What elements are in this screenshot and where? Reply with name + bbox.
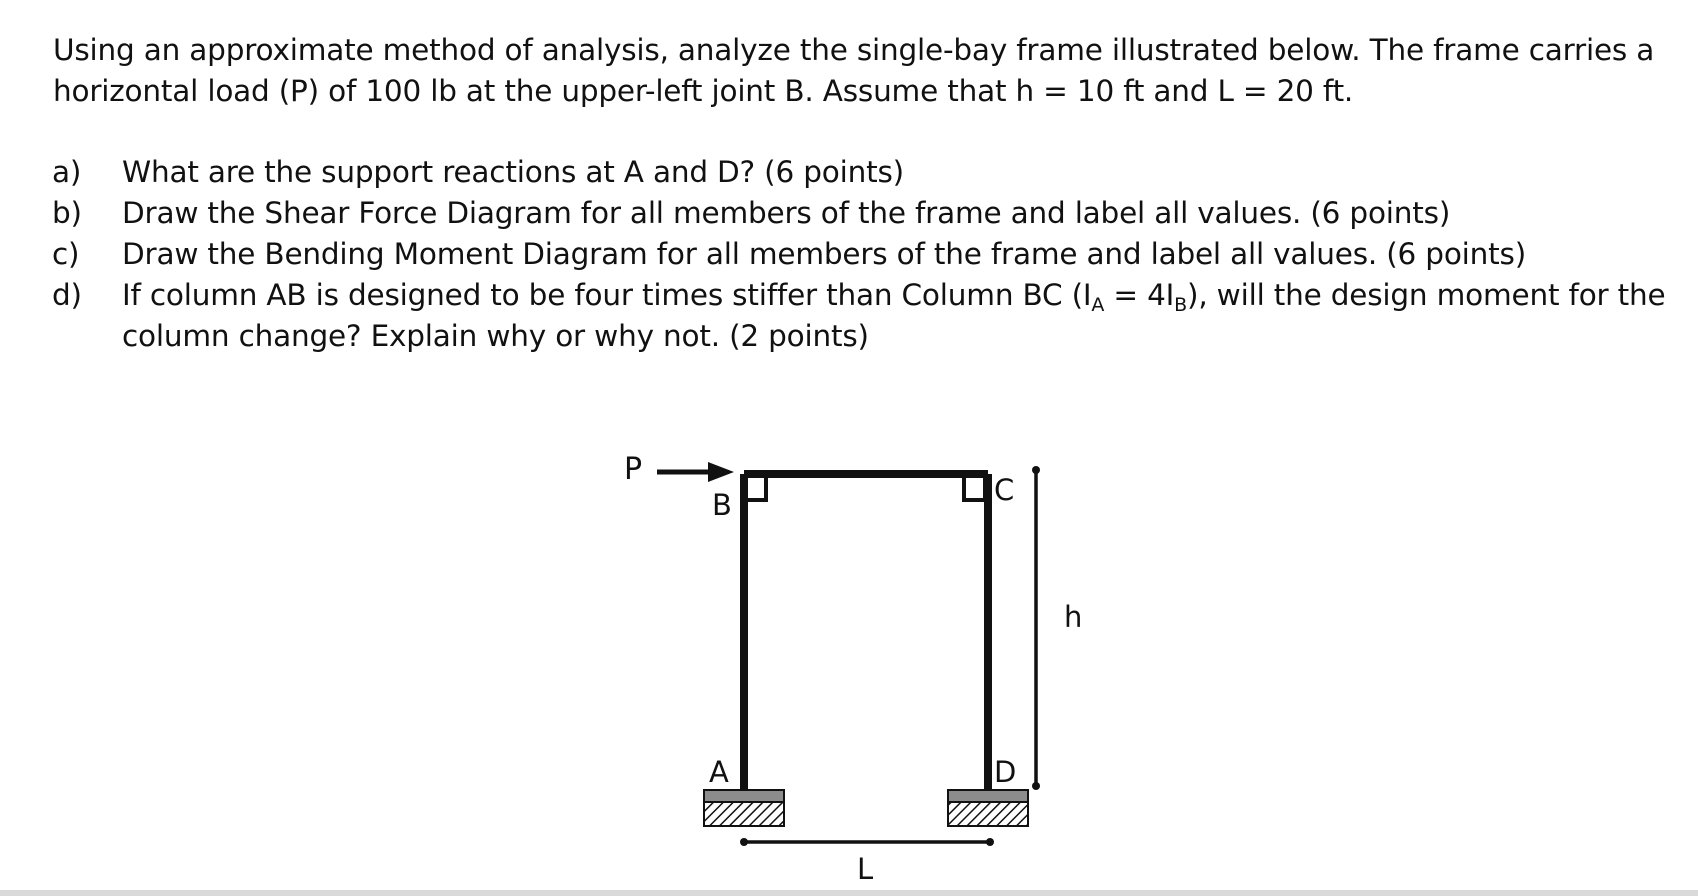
load-arrow-head (708, 462, 734, 482)
joint-c-label: C (994, 473, 1015, 507)
support-a-ground-icon (704, 802, 784, 826)
question-c-text: Draw the Bending Moment Diagram for all members of the frame and label all values. (6 points) (122, 237, 1527, 271)
support-d-plate (948, 790, 1028, 802)
page-bottom-bar (0, 890, 1698, 896)
question-d-text-part2: = 4I (1104, 278, 1175, 312)
question-b-letter: b) (52, 196, 82, 230)
height-dimension-top-end (1032, 466, 1040, 474)
question-a-letter: a) (52, 155, 82, 189)
load-label: P (624, 452, 643, 487)
question-d-text-line-2: column change? Explain why or why not. (2 points) (122, 319, 869, 353)
joint-b-label: B (712, 488, 732, 522)
height-dimension-bottom-end (1032, 782, 1040, 790)
question-d-subscript-b: B (1174, 294, 1188, 316)
problem-statement-line-1: Using an approximate method of analysis, analyze the single-bay frame illustrated below. The frame carries a (53, 33, 1655, 67)
question-d-text-part3: ), will the design moment for the (1187, 278, 1666, 312)
span-dimension-right-end (986, 838, 994, 846)
rigid-joint-b-icon (745, 476, 766, 500)
height-label: h (1064, 600, 1083, 634)
support-a-plate (704, 790, 784, 802)
support-a-label: A (709, 755, 729, 789)
question-a-text: What are the support reactions at A and D? (6 points) (122, 155, 904, 189)
question-d-letter: d) (52, 278, 82, 312)
rigid-joint-c-icon (964, 476, 985, 500)
support-d-ground-icon (948, 802, 1028, 826)
span-label: L (857, 852, 874, 886)
question-d-subscript-a: A (1091, 294, 1105, 316)
support-d-label: D (994, 755, 1017, 789)
question-c-letter: c) (52, 237, 80, 271)
span-dimension-left-end (740, 838, 748, 846)
question-d-text-part1: If column AB is designed to be four times stiffer than Column BC (I (122, 278, 1092, 312)
question-b-text: Draw the Shear Force Diagram for all members of the frame and label all values. (6 points) (122, 196, 1451, 230)
problem-statement-line-2: horizontal load (P) of 100 lb at the upper-left joint B. Assume that h = 10 ft and L = 20 ft. (53, 74, 1354, 108)
